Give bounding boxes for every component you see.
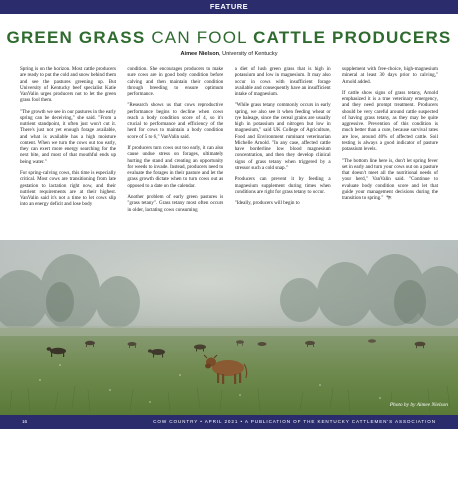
section-label: FEATURE	[209, 2, 249, 11]
paragraph: a diet of lush green grass that is high in potassium and low in magnesium. It may also occur in cows with insufficient forage available and consequently have an insufficient intake of magnesium.	[234, 66, 331, 97]
paragraph: If cattle show signs of grass tetany, Arnold emphasized it is a true veterinary emergency, and they need prompt treatment. Producers should be very careful around cattle suspected of having grass tetany, as they may be quite aggressive. Prevention of this condition is much better than a cure, because survival rates are low, around 40% of affected cattle. Soil testing is always a good indicator of pasture potassium levels.	[341, 89, 438, 153]
byline-affiliation: , University of Kentucky	[219, 51, 278, 57]
article-headline	[0, 28, 458, 48]
paragraph: Spring is on the horizon. Most cattle producers are ready to put the cold and snow behind them and see the pastures greening up. But University of Kentucky beef specialist Katie VanValin urges producers not to let the green grass fool them.	[20, 66, 116, 104]
paragraph: condition. She encourages producers to make sure cows are in good body condition before calving and then maintain their condition through breeding to ensure optimum performance.	[127, 66, 224, 97]
page-bottom-margin	[0, 429, 458, 480]
byline-author: Aimee Nielson	[180, 51, 220, 57]
text-column-2	[127, 66, 223, 232]
page-number: 16	[22, 419, 28, 424]
paragraph: "Ideally, producers will begin to	[234, 200, 300, 207]
paragraph: "While grass tetany commonly occurs in early spring, we also see it when feeding wheat or rye baleage, since the cereal grains are usually high in potassium and nitrogen but low in magnesium," said UK College of Agriculture, Food and Environment ruminant veterinarian Michelle Arnold. "In any case, affected cattle have borderline low blood magnesium concentration, and then they develop clinical signs of grass tetany when triggered by a stressor such a cold snap."	[234, 102, 331, 171]
photo-credit: Photo by by Aimee Nielson	[389, 402, 448, 408]
text-column-1	[20, 66, 116, 232]
text-column-3	[235, 66, 331, 232]
headline-part-2: CAN FOOL	[151, 28, 248, 47]
paragraph: Producers can prevent it by feeding a magnesium supplement during times when conditions are right for grass tetany to occur.	[234, 176, 331, 195]
paragraph: "The growth we see in our pastures in the early spring can be deceiving," she said. "From a nutrient standpoint, it often just won't cut it. There's just not yet enough forage available, and what is available has a high moisture content. When we turn the cows out too early, they can exert more energy searching for the next bite, and most of that mouthful ends up being water."	[20, 108, 116, 165]
closing-paragraph-text: "The bottom line here is, don't let spring fever set in early and turn your cows out on a pasture that doesn't meet all the nutritional needs of your herd," VanValin said. "Continue to evaluate body condition score and let that guide your management decisions during the transition to spring."	[341, 157, 438, 202]
paragraph: supplement with free-choice, high-magnesium mineral at least 30 days prior to calving," Arnold added.	[341, 66, 438, 85]
headline-part-3: CATTLE PRODUCERS	[253, 28, 452, 47]
section-label-bar	[0, 0, 458, 14]
headline-part-1: GREEN GRASS	[6, 28, 146, 47]
paragraph	[342, 158, 438, 202]
paragraph: For spring-calving cows, this time is especially critical. Most cows are transitioning from late gestation to lactation right now, and their nutrient requirements are at their highest. VanValin said it's not a time to let cows slip into an energy deficit and lose body	[20, 170, 116, 208]
byline	[0, 51, 458, 57]
footer-publication-line: COW COUNTRY • APRIL 2021 • A PUBLICATION OF THE KENTUCKY CATTLEMEN'S ASSOCIATION	[153, 419, 436, 424]
paragraph: Another problem of early green pastures is "grass tetany". Grass tetany most often occurs in older, lactating cows consuming	[127, 194, 224, 213]
footer-bar	[0, 415, 458, 429]
paragraph: If producers turn cows out too early, it can also cause undue stress on forages, ultimately hurting the stand and creating an opportunity for weeds to invade. Instead, producers need to evaluate the forages in their pasture and let the grass growth dictate when to turn cows out as opposed to a date on the calendar.	[127, 145, 224, 189]
text-column-4	[342, 66, 438, 232]
paragraph: "Research shows us that cows reproductive performance begins to decline when cows reach a body condition score of 4, so it's crucial to performance and efficiency of the herd for cows to maintain a body condition score of 5 to 6," VanValin said.	[127, 102, 224, 140]
pasture-photo	[0, 240, 458, 415]
article-body	[20, 66, 438, 232]
cow-end-mark-icon: 🐄	[385, 195, 392, 202]
